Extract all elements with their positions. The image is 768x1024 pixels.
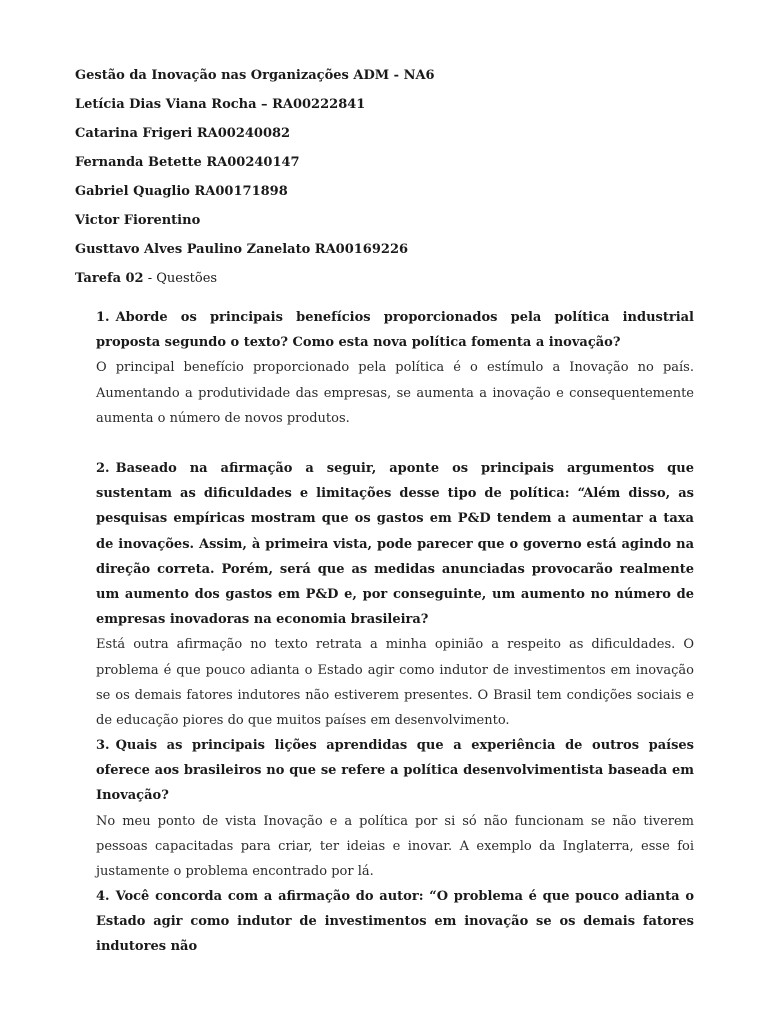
course-title: Gestão da Inovação nas Organizações ADM - NA6 (75, 68, 435, 83)
question-text (96, 456, 694, 632)
question-block-2 (96, 456, 694, 733)
member-name: Gusttavo Alves Paulino Zanelato RA00169226 (75, 242, 409, 257)
question-body: Aborde os principais benefícios proporcionados pela política industrial proposta segundo o texto? Como esta nova política fomenta a inovação? (96, 310, 694, 351)
question-block-3 (96, 733, 694, 884)
question-block-1 (96, 305, 694, 431)
question-body: Quais as principais lições aprendidas que a experiência de outros países oferece aos brasileiros no que se refere a política desenvolvimentista baseada em Inovação? (96, 738, 694, 804)
question-number: 2. (96, 461, 110, 476)
question-number: 3. (96, 738, 110, 753)
answer-text: O principal benefício proporcionado pela política é o estímulo a Inovação no país. Aumentando a produtividade das empresas, se aumenta a inovação e consequentemente aumenta o número de novos produtos. (96, 360, 694, 426)
member-name: Fernanda Betette RA00240147 (75, 155, 300, 170)
question-body: Baseado na afirmação a seguir, aponte os principais argumentos que sustentam as dificuldades e limitações desse tipo de política: “Além disso, as pesquisas empíricas mostram que os gastos em P&D tendem a aumentar a taxa de inovações. Assim, à primeira vista, pode parecer que o governo está agindo na direção correta. Porém, será que as medidas anunciadas provocarão realmente um aumento dos gastos em P&D e, por conseguinte, um aumento no número de empresas inovadoras na economia brasileira? (96, 461, 694, 628)
question-number: 1. (96, 310, 110, 325)
question-text (96, 733, 694, 809)
question-number: 4. (96, 889, 110, 904)
question-body: Você concorda com a afirmação do autor: “O problema é que pouco adianta o Estado agir como indutor de investimentos em inovação se os demais fatores indutores não (96, 889, 694, 955)
member-name: Gabriel Quaglio RA00171898 (75, 184, 288, 199)
member-name: Letícia Dias Viana Rocha – RA00222841 (75, 97, 366, 112)
question-text (96, 884, 694, 960)
task-suffix: - Questões (143, 271, 218, 286)
task-heading (75, 271, 217, 286)
answer-text: Está outra afirmação no texto retrata a minha opinião a respeito as dificuldades. O problema é que pouco adianta o Estado agir como indutor de investimentos em inovação se os demais fatores indutores não estiverem presentes. O Brasil tem condições sociais e de educação piores do que muitos países em desenvolvimento. (96, 637, 694, 729)
question-text (96, 305, 694, 355)
member-name: Victor Fiorentino (75, 213, 201, 228)
question-block-4 (96, 884, 694, 960)
member-name: Catarina Frigeri RA00240082 (75, 126, 291, 141)
answer-text: No meu ponto de vista Inovação e a política por si só não funcionam se não tiverem pessoas capacitadas para criar, ter ideias e inovar. A exemplo da Inglaterra, esse foi justamente o problema encontrado por lá. (96, 813, 694, 880)
task-label: Tarefa 02 (75, 271, 144, 286)
